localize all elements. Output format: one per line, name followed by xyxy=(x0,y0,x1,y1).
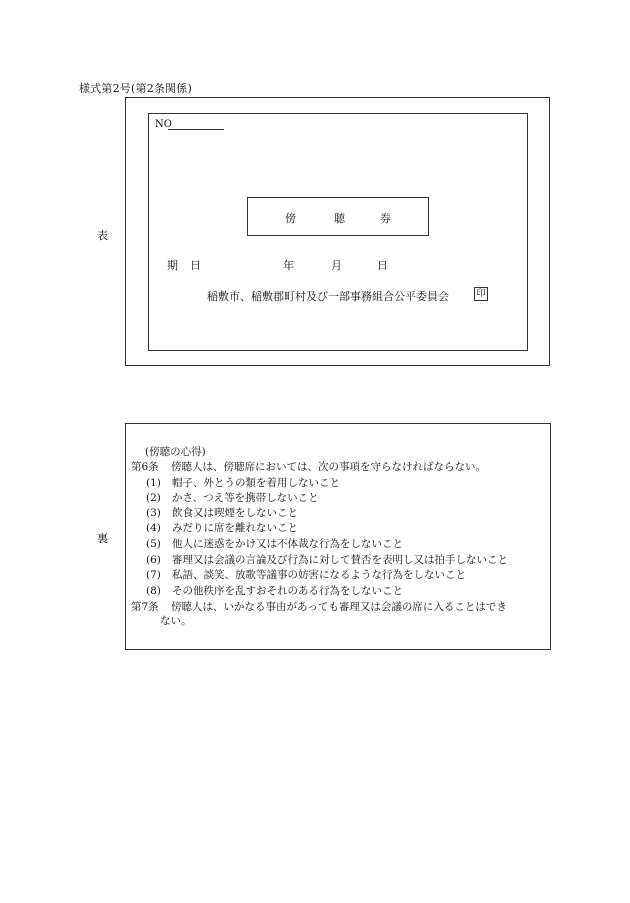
back-side-label: 裏 xyxy=(97,532,108,545)
article-text: 傍聴人は、傍聴席においては、次の事項を守らなければならない。 xyxy=(171,461,486,473)
list-item: かさ、つえ等を携帯しないこと xyxy=(172,492,319,504)
list-item-number: (2) xyxy=(146,492,161,504)
ticket-title-char: 聴 xyxy=(334,212,345,225)
list-item-number: (1) xyxy=(146,477,161,489)
list-item-number: (6) xyxy=(146,554,161,566)
list-item-number: (5) xyxy=(146,538,161,550)
rules-heading: (傍聴の心得) xyxy=(145,446,206,458)
ticket-title-char: 券 xyxy=(380,212,391,225)
list-item-number: (4) xyxy=(146,522,161,534)
issuer-name: 稲敷市、稲敷郡町村及び一部事務組合公平委員会 xyxy=(207,290,449,303)
list-item: みだりに席を離れないこと xyxy=(172,522,298,534)
list-item: 私語、談笑、放歌等議事の妨害になるような行為をしないこと xyxy=(172,569,466,581)
month-label: 月 xyxy=(331,259,342,272)
list-item-number: (7) xyxy=(146,569,161,581)
list-item: その他秩序を乱すおそれのある行為をしないこと xyxy=(172,585,403,597)
list-item-number: (3) xyxy=(146,507,161,519)
day-label: 日 xyxy=(377,259,388,272)
list-item: 飲食又は喫煙をしないこと xyxy=(172,507,298,519)
form-title: 様式第2号(第2条関係) xyxy=(79,82,192,95)
article-text: 傍聴人は、いかなる事由があっても審理又は会議の席に入ることはでき xyxy=(171,601,507,613)
list-item-number: (8) xyxy=(146,585,161,597)
date-label-char: 期 xyxy=(167,259,178,272)
seal-stamp-icon: 印 xyxy=(474,287,488,301)
year-label: 年 xyxy=(283,259,294,272)
ticket-title-char: 傍 xyxy=(285,212,296,225)
front-side-label: 表 xyxy=(97,229,108,242)
ticket-number-line xyxy=(168,129,224,130)
list-item: 帽子、外とうの類を着用しないこと xyxy=(172,477,340,489)
ticket-number-label: NO xyxy=(155,119,172,130)
list-item: 他人に迷惑をかけ又は不体裁な行為をしないこと xyxy=(172,538,403,550)
article-number: 第7条 xyxy=(131,601,159,613)
article-number: 第6条 xyxy=(131,461,159,473)
list-item: 審理又は会議の言論及び行為に対して賛否を表明し又は拍手しないこと xyxy=(172,554,508,566)
date-label-char: 日 xyxy=(190,259,201,272)
article-text-continuation: ない。 xyxy=(160,615,192,627)
